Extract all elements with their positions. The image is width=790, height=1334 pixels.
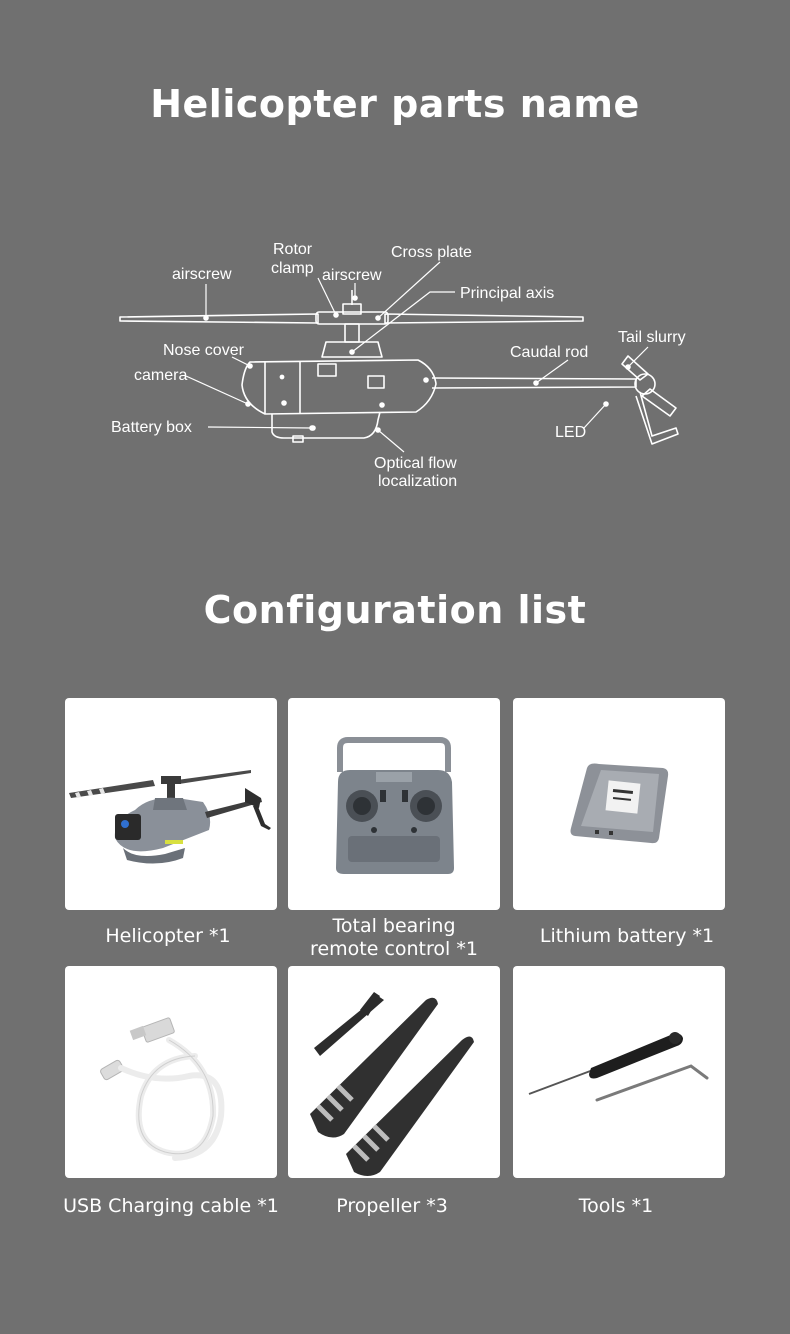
usb-cable-icon (65, 966, 277, 1178)
card-usb-cable (65, 966, 277, 1178)
label-tail-slurry: Tail slurry (618, 329, 686, 346)
label-cross-plate: Cross plate (391, 244, 472, 261)
label-principal-axis: Principal axis (460, 285, 555, 302)
label-rotor-clamp-line2: clamp (271, 260, 314, 277)
propeller-icon (288, 966, 500, 1178)
label-optical-flow-line1: Optical flow (374, 455, 457, 472)
caption-tools: Tools *1 (578, 1195, 654, 1217)
remote-control-icon (288, 698, 500, 910)
screwdriver-icon (513, 966, 725, 1178)
config-title: Configuration list (203, 588, 587, 632)
label-nose-cover: Nose cover (163, 342, 244, 359)
caption-helicopter: Helicopter *1 (105, 925, 231, 947)
diagram-labels (111, 241, 686, 490)
caption-battery: Lithium battery *1 (539, 925, 715, 947)
helicopter-parts-diagram (0, 220, 790, 510)
card-battery (513, 698, 725, 910)
label-camera: camera (134, 367, 188, 384)
label-optical-flow-line2: localization (378, 473, 458, 490)
card-remote-control (288, 698, 500, 910)
label-rotor-clamp-line1: Rotor (273, 241, 313, 258)
helicopter-photo-icon (65, 698, 277, 910)
label-caudal-rod: Caudal rod (510, 344, 589, 361)
card-tools (513, 966, 725, 1178)
helicopter-outline-icon (120, 290, 678, 444)
label-battery-box: Battery box (111, 419, 192, 436)
card-helicopter (65, 698, 277, 910)
label-airscrew-mid: airscrew (322, 267, 382, 284)
label-led: LED (555, 424, 587, 441)
parts-title: Helicopter parts name (150, 82, 640, 126)
battery-icon (513, 698, 725, 910)
caption-usb-cable: USB Charging cable *1 (63, 1195, 279, 1217)
caption-propeller: Propeller *3 (336, 1195, 448, 1217)
card-propeller (288, 966, 500, 1178)
caption-remote-line2: remote control *1 (310, 938, 478, 960)
caption-remote-control (274, 915, 514, 961)
label-airscrew-left: airscrew (172, 266, 232, 283)
caption-remote-line1: Total bearing (332, 915, 456, 937)
